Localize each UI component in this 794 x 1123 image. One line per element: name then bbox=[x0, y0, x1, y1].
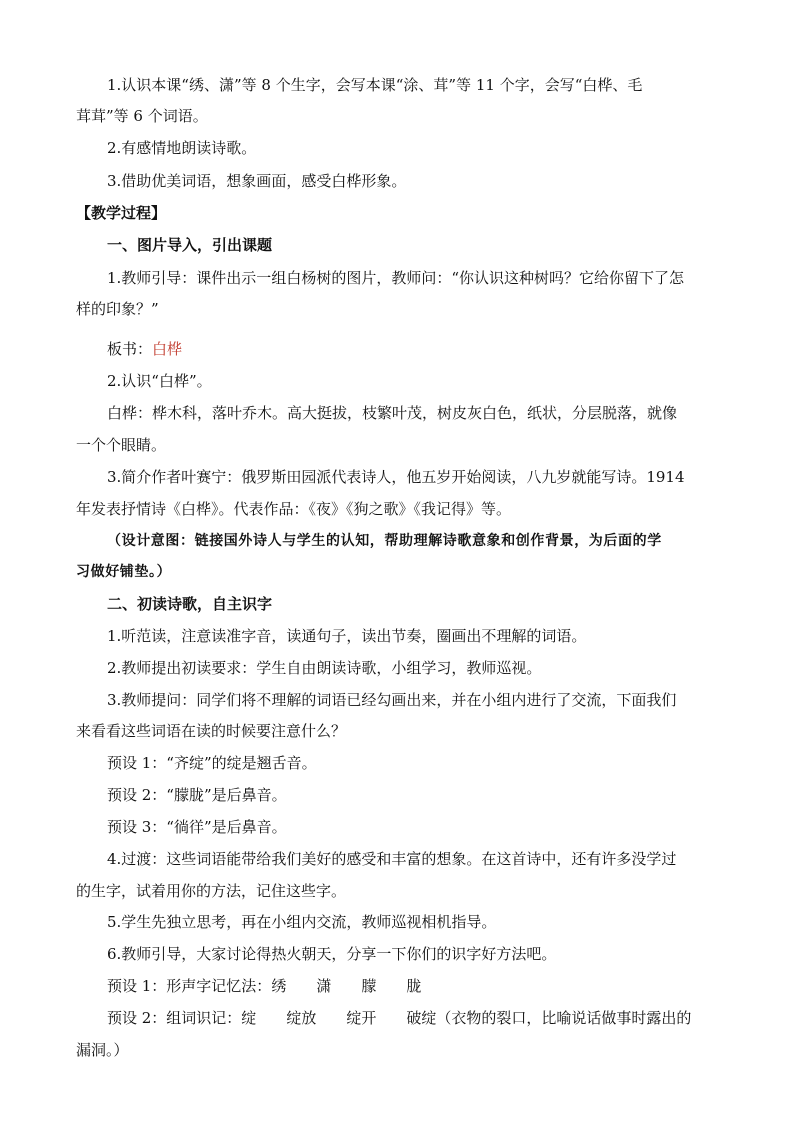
preset-3: 预设 3：“徜徉”是后鼻音。 bbox=[107, 818, 287, 836]
board-writing bbox=[107, 338, 182, 360]
board-value: 白桦 bbox=[152, 340, 183, 358]
method-preset-2-line-2: 漏洞。） bbox=[76, 1041, 129, 1059]
step-2-4-line-2: 的生字，试着用你的方法，记住这些字。 bbox=[76, 882, 347, 900]
step-2-3-line-1: 3.教师提问：同学们将不理解的词语已经勾画出来，并在小组内进行了交流，下面我们 bbox=[107, 691, 677, 709]
birch-definition-line-2: 一个个眼睛。 bbox=[76, 436, 167, 454]
section-1-title: 一、图片导入，引出课题 bbox=[107, 236, 273, 254]
objective-1-line-1: 1.认识本课“绣、潇”等 8 个生字，会写本课“涂、茸”等 11 个字，会写“白桦、毛 bbox=[107, 76, 643, 94]
step-2-2: 2.教师提出初读要求：学生自由朗读诗歌，小组学习，教师巡视。 bbox=[107, 659, 542, 677]
objective-1-line-2: 茸茸”等 6 个词语。 bbox=[76, 107, 208, 125]
step-2-6: 6.教师引导，大家讨论得热火朝天，分享一下你们的识字好方法吧。 bbox=[107, 945, 557, 963]
design-intent-line-1: （设计意图：链接国外诗人与学生的认知，帮助理解诗歌意象和创作背景，为后面的学 bbox=[107, 533, 662, 549]
design-intent-line-2: 习做好铺垫。） bbox=[76, 564, 172, 580]
step-3-line-1: 3.简介作者叶赛宁：俄罗斯田园派代表诗人，他五岁开始阅读，八九岁就能写诗。1914 bbox=[107, 468, 685, 486]
method-preset-2-line-1: 预设 2：组词识记：绽 绽放 绽开 破绽（衣物的裂口，比喻说话做事时露出的 bbox=[107, 1009, 692, 1027]
step-2-3-line-2: 来看看这些词语在读的时候要注意什么？ bbox=[76, 722, 347, 740]
preset-2: 预设 2：“朦胧”是后鼻音。 bbox=[107, 786, 287, 804]
objective-3: 3.借助优美词语，想象画面，感受白桦形象。 bbox=[107, 172, 407, 190]
step-1-line-1: 1.教师引导：课件出示一组白杨树的图片，教师问：“你认识这种树吗？它给你留下了怎 bbox=[107, 269, 684, 287]
step-2-4-line-1: 4.过渡：这些词语能带给我们美好的感受和丰富的想象。在这首诗中，还有许多没学过 bbox=[107, 850, 677, 868]
step-3-line-2: 年发表抒情诗《白桦》。代表作品：《夜》《狗之歌》《我记得》等。 bbox=[76, 500, 512, 518]
step-1-line-2: 样的印象？” bbox=[76, 300, 159, 318]
birch-definition-line-1: 白桦：桦木科，落叶乔木。高大挺拔，枝繁叶茂，树皮灰白色，纸状，分层脱落，就像 bbox=[107, 404, 678, 422]
step-2-5: 5.学生先独立思考，再在小组内交流，教师巡视相机指导。 bbox=[107, 913, 497, 931]
board-label: 板书： bbox=[107, 340, 153, 358]
process-heading: 【教学过程】 bbox=[76, 204, 167, 222]
step-2-1: 1.听范读，注意读准字音，读通句子，读出节奏，圈画出不理解的词语。 bbox=[107, 627, 587, 645]
section-2-title: 二、初读诗歌，自主识字 bbox=[107, 595, 273, 613]
method-preset-1: 预设 1：形声字记忆法：绣 潇 朦 胧 bbox=[107, 977, 422, 995]
objective-2: 2.有感情地朗读诗歌。 bbox=[107, 139, 257, 157]
preset-1: 预设 1：“齐绽”的绽是翘舌音。 bbox=[107, 754, 317, 772]
step-2: 2.认识“白桦”。 bbox=[107, 372, 212, 390]
